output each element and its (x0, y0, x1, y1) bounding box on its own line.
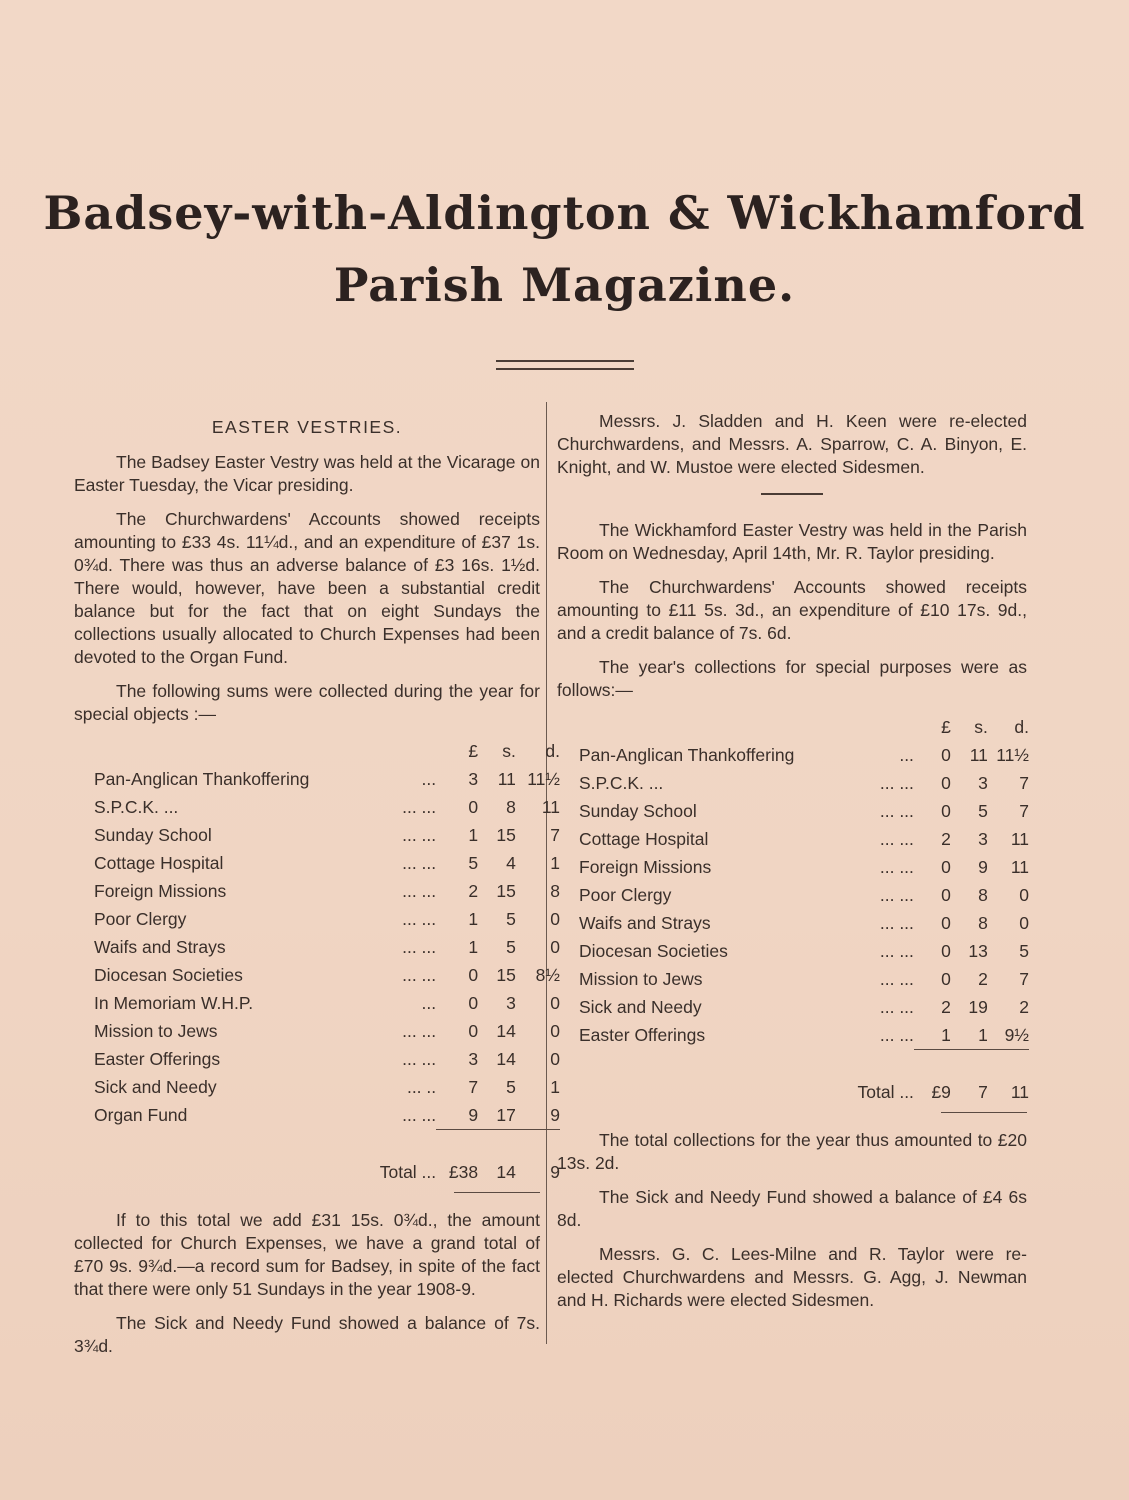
pounds-header: £ (468, 740, 479, 761)
item-name: Waifs and Strays (579, 912, 711, 933)
leader-dots: ... ... (879, 996, 914, 1017)
pounds-cell: 0 (941, 856, 951, 877)
item-name: Sick and Needy (94, 1076, 217, 1097)
shillings-cell: 14 (496, 1020, 516, 1041)
item-name: Easter Offerings (94, 1048, 221, 1069)
total-row (94, 1158, 560, 1186)
pence-cell: 1 (550, 852, 560, 873)
pounds-cell: 2 (941, 828, 951, 849)
item-name: Mission to Jews (579, 968, 703, 989)
pounds-cell: 7 (468, 1076, 479, 1097)
leader-dots: ... ... (879, 772, 914, 793)
section-separator (761, 493, 823, 495)
total-shillings: 14 (496, 1161, 516, 1182)
shillings-cell: 3 (506, 992, 516, 1013)
leader-dots: ... ... (402, 1048, 437, 1069)
total-pence: 9 (550, 1161, 560, 1182)
shillings-cell: 11 (497, 768, 516, 789)
total-pounds: £38 (448, 1161, 479, 1182)
shillings-header: s. (502, 740, 516, 761)
table-row (94, 961, 560, 989)
item-name: In Memoriam W.H.P. (94, 992, 254, 1013)
masthead-title-line-1: Badsey-with-Aldington & Wickhamford (43, 186, 1086, 240)
leader-dots: ... ... (879, 1024, 914, 1045)
paragraph: The Sick and Needy Fund showed a balance of 7s. 3¾d. (74, 1313, 540, 1356)
leader-dots: ... ... (402, 1104, 437, 1125)
pence-cell: 0 (550, 1048, 560, 1069)
pence-cell: 5 (1019, 940, 1029, 961)
shillings-cell: 13 (968, 940, 988, 961)
paragraph: Messrs. G. C. Lees-Milne and R. Taylor were re-elected Churchwardens and Messrs. G. Agg, J. Newman and H. Richards were elected Sidesmen. (557, 1244, 1027, 1310)
sum-rule-row (94, 1130, 560, 1159)
table-row (94, 1101, 560, 1130)
pence-cell: 0 (1019, 912, 1029, 933)
table-row (94, 849, 560, 877)
shillings-header: s. (974, 716, 988, 737)
pence-cell: 11½ (996, 744, 1029, 765)
item-name: Organ Fund (94, 1104, 188, 1125)
table-row (94, 821, 560, 849)
pence-cell: 0 (550, 1020, 560, 1041)
shillings-cell: 11 (969, 744, 988, 765)
item-name: Pan-Anglican Thankoffering (94, 768, 310, 789)
pounds-cell: 0 (468, 992, 479, 1013)
shillings-cell: 15 (496, 824, 516, 845)
pounds-cell: 2 (941, 996, 951, 1017)
total-pounds: £9 (931, 1081, 951, 1102)
total-underline (941, 1112, 1027, 1113)
badsey-collections-table (94, 737, 560, 1186)
pence-cell: 0 (550, 992, 560, 1013)
paragraph: The Churchwardens' Accounts showed receipts amounting to £33 4s. 11¼d., and an expenditure of £37 1s. 0¾d. There was thus an adverse balance of £3 16s. 1½d. There would, however, have been a substantial credit balance but for the fact that on eight Sundays the collections usually allocated to Church Expenses had been devoted to the Organ Fund. (74, 509, 540, 667)
total-label: Total ... (857, 1081, 914, 1102)
pence-cell: 11 (541, 796, 560, 817)
pounds-cell: 1 (468, 824, 479, 845)
item-name: Foreign Missions (94, 880, 227, 901)
pence-cell: 9½ (1004, 1024, 1029, 1045)
masthead-double-rule (496, 360, 634, 370)
item-name: Sick and Needy (579, 996, 702, 1017)
paragraph: The Sick and Needy Fund showed a balance of £4 6s 8d. (557, 1187, 1027, 1230)
leader-dots: ... .. (406, 1076, 437, 1097)
left-column (74, 416, 560, 1369)
pounds-cell: 0 (941, 744, 951, 765)
table-row (94, 793, 560, 821)
item-name: Cottage Hospital (579, 828, 709, 849)
pounds-cell: 9 (468, 1104, 479, 1125)
shillings-cell: 15 (496, 964, 516, 985)
shillings-cell: 4 (506, 852, 516, 873)
shillings-cell: 3 (978, 772, 988, 793)
pence-cell: 0 (550, 908, 560, 929)
pounds-cell: 0 (941, 940, 951, 961)
shillings-cell: 8 (506, 796, 516, 817)
item-name: Easter Offerings (579, 1024, 706, 1045)
total-underline (454, 1192, 540, 1193)
table-row (579, 909, 1029, 937)
pounds-cell: 0 (941, 912, 951, 933)
table-row (94, 877, 560, 905)
leader-dots: ... ... (402, 964, 437, 985)
pounds-cell: 0 (468, 796, 479, 817)
shillings-cell: 1 (978, 1024, 988, 1045)
masthead-title-line-2: Parish Magazine. (333, 258, 796, 312)
pence-header: d. (1014, 716, 1029, 737)
leader-dots: ... ... (402, 824, 437, 845)
item-name: Sunday School (94, 824, 212, 845)
table-row (579, 769, 1029, 797)
shillings-cell: 2 (978, 968, 988, 989)
pounds-cell: 2 (468, 880, 479, 901)
sum-rule-row (579, 1050, 1029, 1079)
table-row (579, 993, 1029, 1021)
shillings-cell: 8 (978, 912, 988, 933)
pounds-cell: 0 (941, 884, 951, 905)
pence-cell: 7 (1019, 800, 1029, 821)
pence-cell: 0 (550, 936, 560, 957)
leader-dots: ... ... (879, 828, 914, 849)
pence-cell: 8½ (535, 964, 560, 985)
shillings-cell: 15 (496, 880, 516, 901)
pence-cell: 11 (1010, 856, 1029, 877)
table-row (579, 825, 1029, 853)
pence-cell: 7 (1019, 772, 1029, 793)
pounds-cell: 0 (941, 968, 951, 989)
pounds-cell: 3 (468, 1048, 479, 1069)
pounds-cell: 0 (941, 772, 951, 793)
table-row (579, 1021, 1029, 1050)
pence-cell: 0 (1019, 884, 1029, 905)
total-row (579, 1078, 1029, 1106)
pence-cell: 1 (550, 1076, 560, 1097)
leader-dots: ... ... (879, 800, 914, 821)
table-row (94, 1017, 560, 1045)
item-name: Poor Clergy (579, 884, 672, 905)
table-row (94, 933, 560, 961)
section-heading: EASTER VESTRIES. (211, 417, 403, 437)
table-row (579, 965, 1029, 993)
pence-cell: 7 (550, 824, 560, 845)
paragraph: The year's collections for special purposes were as follows:— (557, 657, 1027, 700)
shillings-cell: 19 (968, 996, 988, 1017)
item-name: Waifs and Strays (94, 936, 226, 957)
paragraph: The following sums were collected during the year for special objects :— (74, 681, 540, 724)
pence-cell: 11½ (527, 768, 560, 789)
leader-dots: ... ... (402, 1020, 437, 1041)
leader-dots: ... (421, 768, 437, 789)
pounds-cell: 5 (468, 852, 479, 873)
paragraph: If to this total we add £31 15s. 0¾d., the amount collected for Church Expenses, we have a grand total of £70 9s. 9¾d.—a record sum for Badsey, in spite of the fact that there were only 51 Sundays in the year 1908-9. (74, 1210, 540, 1299)
pounds-header: £ (941, 716, 951, 737)
shillings-cell: 5 (978, 800, 988, 821)
table-row (94, 989, 560, 1017)
pounds-cell: 3 (468, 768, 479, 789)
shillings-cell: 5 (506, 936, 516, 957)
total-pence: 11 (1010, 1081, 1029, 1102)
item-name: S.P.C.K. ... (579, 772, 664, 793)
leader-dots: ... ... (879, 912, 914, 933)
item-name: Mission to Jews (94, 1020, 218, 1041)
paragraph: The Churchwardens' Accounts showed receipts amounting to £11 5s. 3d., an expenditure of £10 17s. 9d., and a credit balance of 7s. 6d. (557, 577, 1027, 643)
pounds-cell: 1 (468, 936, 479, 957)
table-row (579, 741, 1029, 769)
table-row (579, 797, 1029, 825)
leader-dots: ... ... (879, 884, 914, 905)
leader-dots: ... ... (402, 880, 437, 901)
shillings-cell: 5 (506, 1076, 516, 1097)
leader-dots: ... ... (879, 968, 914, 989)
leader-dots: ... ... (402, 936, 437, 957)
pence-cell: 8 (550, 880, 560, 901)
table-row (94, 1073, 560, 1101)
item-name: Foreign Missions (579, 856, 712, 877)
pence-cell: 9 (550, 1104, 560, 1125)
paragraph: The Badsey Easter Vestry was held at the Vicarage on Easter Tuesday, the Vicar presiding. (74, 452, 540, 495)
table-row (579, 937, 1029, 965)
item-name: Diocesan Societies (94, 964, 243, 985)
total-label: Total ... (379, 1161, 437, 1182)
pence-cell: 7 (1019, 968, 1029, 989)
leader-dots: ... (899, 744, 914, 765)
table-row (579, 853, 1029, 881)
item-name: S.P.C.K. ... (94, 796, 179, 817)
shillings-cell: 8 (978, 884, 988, 905)
pounds-cell: 0 (468, 1020, 479, 1041)
total-shillings: 7 (978, 1081, 988, 1102)
shillings-cell: 17 (496, 1104, 516, 1125)
item-name: Pan-Anglican Thankoffering (579, 744, 795, 765)
shillings-cell: 9 (978, 856, 988, 877)
leader-dots: ... ... (402, 796, 437, 817)
leader-dots: ... ... (402, 908, 437, 929)
right-column (557, 410, 1027, 1323)
table-row (94, 765, 560, 793)
table-row (94, 1045, 560, 1073)
paragraph: The total collections for the year thus amounted to £20 13s. 2d. (557, 1130, 1027, 1173)
table-row (579, 881, 1029, 909)
leader-dots: ... ... (879, 856, 914, 877)
pounds-cell: 1 (468, 908, 479, 929)
currency-header-row (94, 737, 560, 765)
pence-header: d. (545, 740, 560, 761)
shillings-cell: 5 (506, 908, 516, 929)
pence-cell: 11 (1010, 828, 1029, 849)
item-name: Diocesan Societies (579, 940, 728, 961)
shillings-cell: 3 (978, 828, 988, 849)
leader-dots: ... ... (402, 852, 437, 873)
item-name: Poor Clergy (94, 908, 187, 929)
currency-header-row (579, 713, 1029, 741)
item-name: Sunday School (579, 800, 697, 821)
item-name: Cottage Hospital (94, 852, 224, 873)
table-row (94, 905, 560, 933)
paragraph: The Wickhamford Easter Vestry was held in the Parish Room on Wednesday, April 14th, Mr. R. Taylor presiding. (557, 520, 1027, 563)
pounds-cell: 0 (468, 964, 479, 985)
leader-dots: ... ... (879, 940, 914, 961)
pounds-cell: 0 (941, 800, 951, 821)
paragraph: Messrs. J. Sladden and H. Keen were re-elected Churchwardens, and Messrs. A. Sparrow, C. A. Binyon, E. Knight, and W. Mustoe were elected Sidesmen. (557, 411, 1027, 477)
pounds-cell: 1 (941, 1024, 951, 1045)
leader-dots: ... (421, 992, 437, 1013)
pence-cell: 2 (1019, 996, 1029, 1017)
shillings-cell: 14 (496, 1048, 516, 1069)
wickhamford-collections-table (579, 713, 1029, 1106)
